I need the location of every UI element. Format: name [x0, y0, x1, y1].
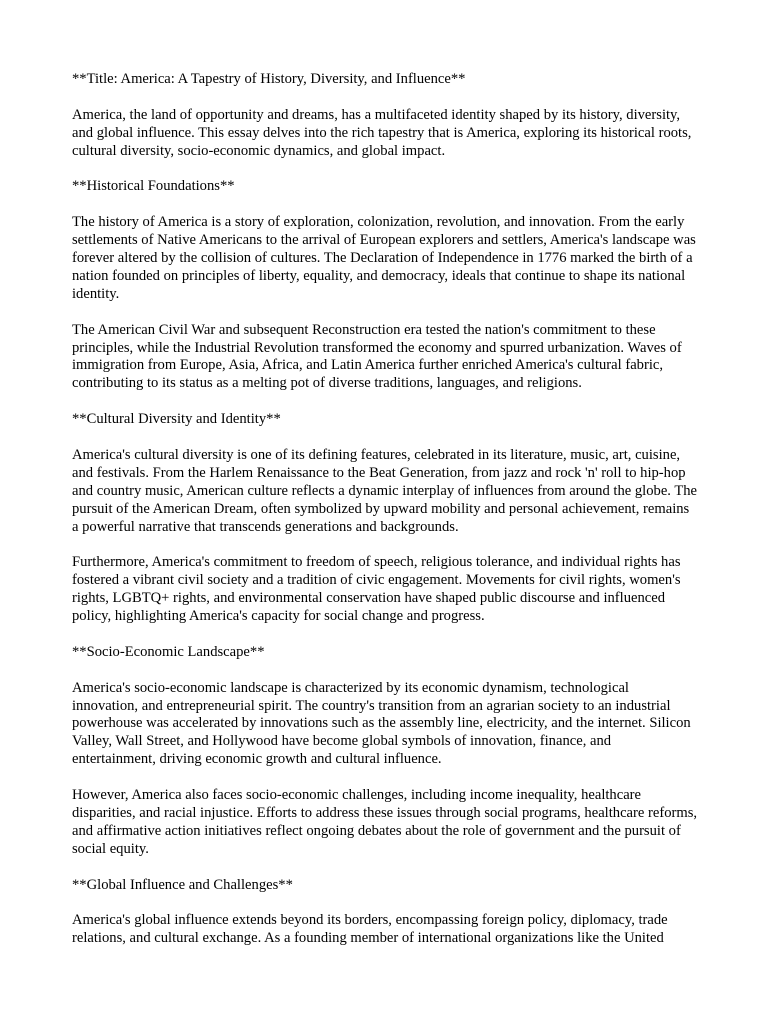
- section-heading-historical: **Historical Foundations**: [72, 178, 235, 195]
- body-paragraph: The American Civil War and subsequent Reconstruction era tested the nation's commitment to these principles, while the Industrial Revolution transformed the economy and spurred urbanization. Waves of immigration from Europe, Asia, Africa, and Latin America further enriched America's cultural fabric, contributing to its status as a melting pot of diverse traditions, languages, and religions.: [72, 321, 682, 392]
- body-paragraph: Furthermore, America's commitment to freedom of speech, religious tolerance, and individual rights has fostered a vibrant civil society and a tradition of civic engagement. Movements for civil rights, women's rights, LGBTQ+ rights, and environmental conservation have shaped public discourse and influenced policy, highlighting America's capacity for social change and progress.: [72, 554, 681, 625]
- intro-paragraph: America, the land of opportunity and dreams, has a multifaceted identity shaped by its history, diversity, and global influence. This essay delves into the rich tapestry that is America, exploring its historical roots, cultural diversity, socio-economic dynamics, and global impact.: [72, 106, 692, 159]
- body-paragraph: The history of America is a story of exploration, colonization, revolution, and innovation. From the early settlements of Native Americans to the arrival of European explorers and settlers, America's landscape was forever altered by the collision of cultures. The Declaration of Independence in 1776 marked the birth of a nation founded on principles of liberty, equality, and democracy, ideals that continue to shape its national identity.: [72, 214, 696, 302]
- body-paragraph: America's global influence extends beyond its borders, encompassing foreign policy, diplomacy, trade relations, and cultural exchange. As a founding member of international organizations like the United: [72, 912, 668, 947]
- document-page: [72, 71, 698, 966]
- body-paragraph: However, America also faces socio-economic challenges, including income inequality, healthcare disparities, and racial injustice. Efforts to address these issues through social programs, healthcare reforms, and affirmative action initiatives reflect ongoing debates about the role of government and the pursuit of social equity.: [72, 787, 698, 857]
- section-heading-socio-economic: **Socio-Economic Landscape**: [72, 643, 265, 660]
- body-paragraph: America's socio-economic landscape is characterized by its economic dynamism, technological innovation, and entrepreneurial spirit. The country's transition from an agrarian society to an industrial powerhouse was accelerated by innovations such as the assembly line, electricity, and the internet. Silicon Valley, Wall Street, and Hollywood have become global symbols of innovation, finance, and entertainment, driving economic growth and cultural influence.: [72, 679, 691, 768]
- document-title: **Title: America: A Tapestry of History, Diversity, and Influence**: [72, 71, 466, 87]
- body-paragraph: America's cultural diversity is one of its defining features, celebrated in its literature, music, art, cuisine, and festivals. From the Harlem Renaissance to the Beat Generation, from jazz and rock 'n' roll to hip-hop and country music, American culture reflects a dynamic interplay of influences from around the globe. The pursuit of the American Dream, often symbolized by upward mobility and personal achievement, remains a powerful narrative that transcends generations and backgrounds.: [72, 446, 698, 535]
- section-heading-global: **Global Influence and Challenges**: [72, 876, 293, 893]
- section-heading-cultural: **Cultural Diversity and Identity**: [72, 411, 281, 428]
